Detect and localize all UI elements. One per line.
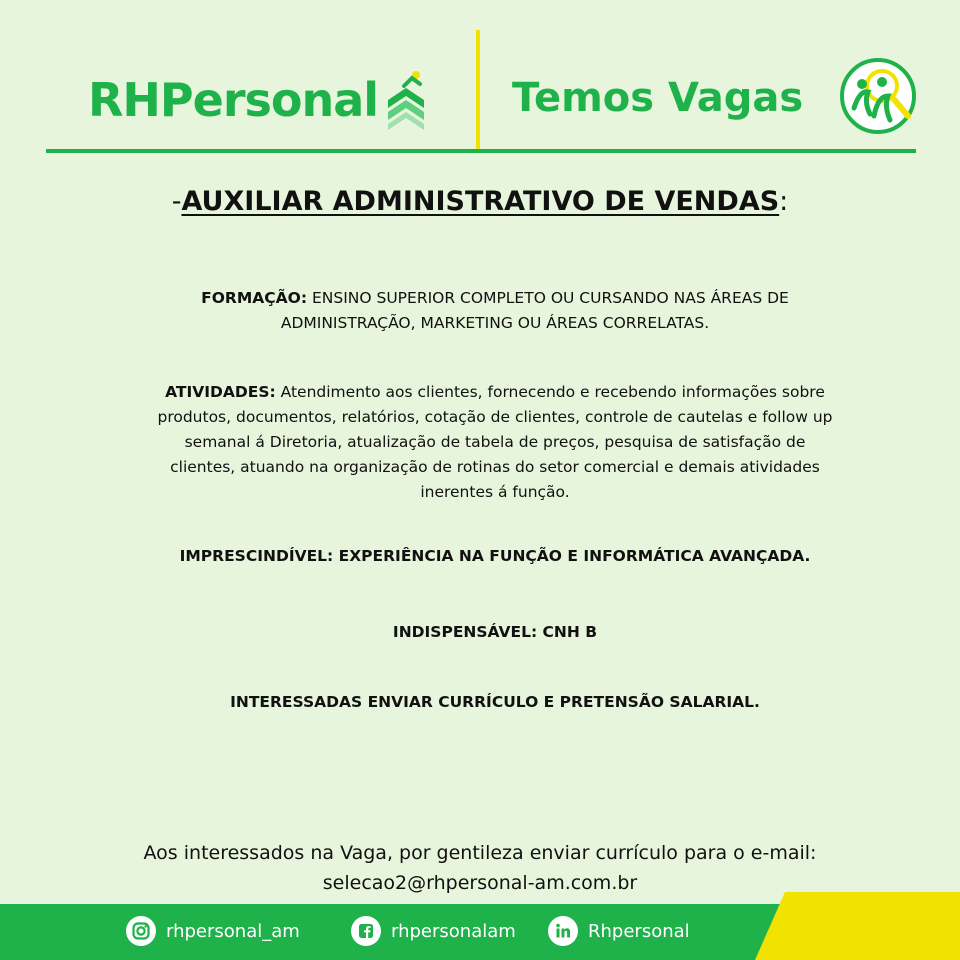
formacao-text: ENSINO SUPERIOR COMPLETO OU CURSANDO NAS ÁREAS DE ADMINISTRAÇÃO, MARKETING OU ÁREAS CORRELATAS. xyxy=(280,289,789,332)
imprescindivel-text: IMPRESCINDÍVEL: EXPERIÊNCIA NA FUNÇÃO E INFORMÁTICA AVANÇADA. xyxy=(179,547,811,565)
brand-name: RHPersonal xyxy=(88,73,379,127)
facebook-icon xyxy=(351,916,381,946)
tagline: Temos Vagas xyxy=(512,75,804,121)
instagram-icon xyxy=(126,916,156,946)
atividades-text: Atendimento aos clientes, fornecendo e recebendo informações sobre produtos, documentos, relatórios, cotação de clientes, controle de cautelas e follow up semanal á Diretoria, atualização de tabela de preços, pesquisa de satisfação de clientes, atuando na organização de rotinas do setor comercial e demais atividades inerentes á função. xyxy=(157,383,833,501)
indispensavel-text: INDISPENSÁVEL: CNH B xyxy=(392,623,598,641)
brand xyxy=(88,70,430,130)
instagram-link[interactable] xyxy=(126,916,300,946)
formacao-section xyxy=(150,286,840,336)
job-title xyxy=(0,186,960,217)
facebook-link[interactable] xyxy=(351,916,516,946)
linkedin-link[interactable] xyxy=(548,916,690,946)
contact-email[interactable]: selecao2@rhpersonal-am.com.br xyxy=(322,872,638,894)
atividades-section xyxy=(150,380,840,505)
job-title-colon: : xyxy=(779,186,789,217)
social-bar-accent xyxy=(755,892,960,960)
people-magnifier-logo-icon xyxy=(838,56,922,140)
facebook-handle: rhpersonalam xyxy=(391,920,516,942)
linkedin-handle: Rhpersonal xyxy=(588,920,690,942)
instagram-handle: rhpersonal_am xyxy=(166,920,300,942)
linkedin-icon xyxy=(548,916,578,946)
header-divider xyxy=(476,30,480,150)
job-title-dash: - xyxy=(171,186,182,217)
atividades-label: ATIVIDADES: xyxy=(165,383,276,401)
header xyxy=(0,0,960,160)
job-title-text: AUXILIAR ADMINISTRATIVO DE VENDAS xyxy=(181,186,780,217)
formacao-label: FORMAÇÃO: xyxy=(201,289,308,307)
header-rule xyxy=(46,149,916,153)
interessadas-text: INTERESSADAS ENVIAR CURRÍCULO E PRETENSÃO SALARIAL. xyxy=(230,693,760,711)
footer-note xyxy=(0,838,960,898)
footer-note-text: Aos interessados na Vaga, por gentileza enviar currículo para o e-mail: xyxy=(143,842,817,864)
brand-arrows-icon xyxy=(382,70,430,130)
